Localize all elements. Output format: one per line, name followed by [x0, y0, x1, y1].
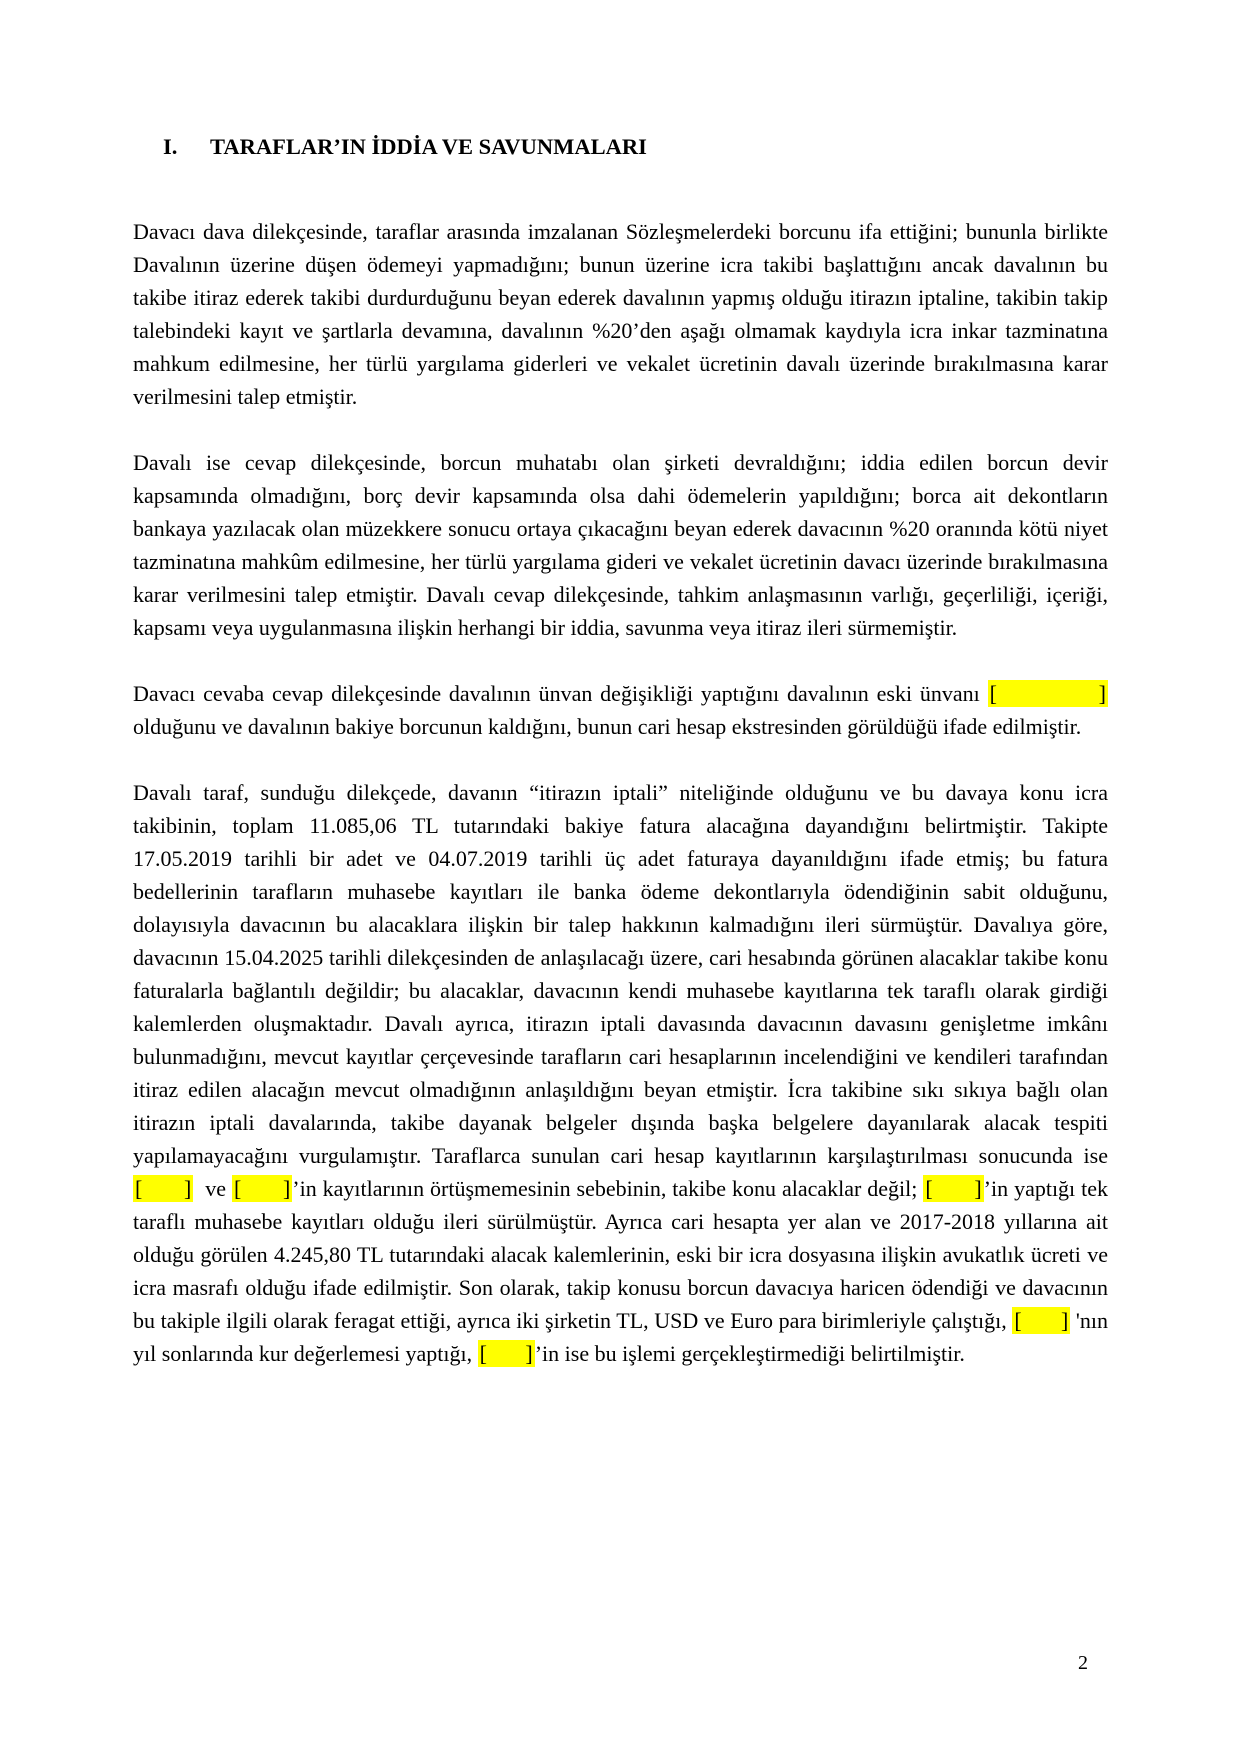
redaction-highlight: [ ] [135, 1176, 192, 1201]
section-heading [133, 130, 1108, 163]
paragraph-text: ’in yaptığı tek taraflı muhasebe kayıtları olduğu ileri sürülmüştür. Ayrıca cari hesapta yer alan ve 2017-2018 yıllarına ait olduğu görülen 4.245,80 TL tutarındaki alacak kalemlerinin, eski bir icra dosyasına ilişkin avukatlık ücreti ve icra masrafı olduğu ifade edilmiştir. Son olarak, takip konusu borcun davacıya haricen ödendiği ve davacının bu takiple ilgili olarak feragat ettiği, ayrıca iki şirketin TL, USD ve Euro para birimleriyle çalıştığı, [133, 1176, 1108, 1333]
paragraph-text: Davacı cevaba cevap dilekçesinde davalının ünvan değişikliği yaptığını davalının eski ünvanı [133, 681, 988, 706]
page-number: 2 [1078, 1652, 1088, 1674]
redaction-highlight: [ ] [989, 681, 1106, 706]
redaction-highlight: [ ] [233, 1176, 291, 1201]
section-title: TARAFLAR’IN İDDİA VE SAVUNMALARI [210, 134, 647, 159]
paragraph-text: ve [193, 1176, 232, 1201]
paragraph-text: 'nın yıl sonlarında kur değerlemesi yaptığı, [133, 1308, 1109, 1366]
paragraphs-container [133, 215, 1108, 1370]
redaction-highlight: [ ] [479, 1341, 533, 1366]
paragraph-text: Davacı dava dilekçesinde, taraflar arasında imzalanan Sözleşmelerdeki borcunu ifa ettiğini; bununla birlikte Davalının üzerine düşen ödemeyi yapmadığını; bunun üzerine icra takibi başlattığını ancak davalının bu takibe itiraz ederek takibi durdurduğunu beyan ederek davalının yapmış olduğu itirazın iptaline, takibin takip talebindeki kayıt ve şartlarla devamına, davalının %20’den aşağı olmamak kaydıyla icra inkar tazminatına mahkum edilmesine, her türlü yargılama giderleri ve vekalet ücretinin davalı üzerinde bırakılmasına karar verilmesini talep etmiştir. [133, 219, 1108, 409]
paragraph-text: Davalı taraf, sunduğu dilekçede, davanın “itirazın iptali” niteliğinde olduğunu ve bu davaya konu icra takibinin, toplam 11.085,06 TL tutarındaki bakiye fatura alacağına dayandığını belirtmiştir. Takipte 17.05.2019 tarihli bir adet ve 04.07.2019 tarihli üç adet faturaya dayanıldığını ifade etmiş; bu fatura bedellerinin tarafların muhasebe kayıtları ile banka ödeme dekontlarıyla ödendiğinin sabit olduğunu, dolayısıyla davacının bu alacaklara ilişkin bir talep hakkının kalmadığını ileri sürmüştür. Davalıya göre, davacının 15.04.2025 tarihli dilekçesinden de anlaşılacağı üzere, cari hesabında görünen alacaklar takibe konu faturalarla bağlantılı değildir; bu alacaklar, davacının kendi muhasebe kayıtlarına tek taraflı olarak girdiği kalemlerden oluşmaktadır. Davalı ayrıca, itirazın iptali davasında davacının davasını genişletme imkânı bulunmadığını, mevcut kayıtlar çerçevesinde tarafların cari hesaplarının incelendiğini ve kendileri tarafından itiraz edilen alacağın mevcut olmadığının anlaşıldığını beyan etmiştir. İcra takibine sıkı sıkıya bağlı olan itirazın iptali davalarında, takibe dayanak belgeler dışında başka belgelere dayanılarak alacak tespiti yapılamayacağını vurgulamıştır. Taraflarca sunulan cari hesap kayıtlarının karşılaştırılması sonucunda ise [133, 780, 1108, 1168]
section-numeral: I. [163, 134, 178, 159]
paragraph-text: ’in ise bu işlemi gerçekleştirmediği belirtilmiştir. [534, 1341, 965, 1366]
paragraph-text: ’in kayıtlarının örtüşmemesinin sebebinin, takibe konu alacaklar değil; [292, 1176, 924, 1201]
paragraph-text: olduğunu ve davalının bakiye borcunun kaldığını, bunun cari hesap ekstresinden görüldüğü ifade edilmiştir. [133, 714, 1082, 739]
paragraph-text: Davalı ise cevap dilekçesinde, borcun muhatabı olan şirketi devraldığını; iddia edilen borcun devir kapsamında olmadığını, borç devir kapsamında olsa dahi ödemelerin yapıldığını; borca ait dekontların bankaya yazılacak olan müzekkere sonucu ortaya çıkacağını beyan ederek davacının %20 oranında kötü niyet tazminatına mahkûm edilmesine, her türlü yargılama gideri ve vekalet ücretinin davacı üzerinde bırakılmasına karar verilmesini talep etmiştir. Davalı cevap dilekçesinde, tahkim anlaşmasının varlığı, geçerliliği, içeriği, kapsamı veya uygulanmasına ilişkin herhangi bir iddia, savunma veya itiraz ileri sürmemiştir. [133, 450, 1108, 640]
paragraph [133, 446, 1108, 644]
document-body [133, 130, 1108, 1403]
paragraph [133, 776, 1108, 1370]
paragraph [133, 215, 1108, 413]
redaction-highlight: [ ] [925, 1176, 982, 1201]
paragraph [133, 677, 1108, 743]
redaction-highlight: [ ] [1014, 1308, 1069, 1333]
